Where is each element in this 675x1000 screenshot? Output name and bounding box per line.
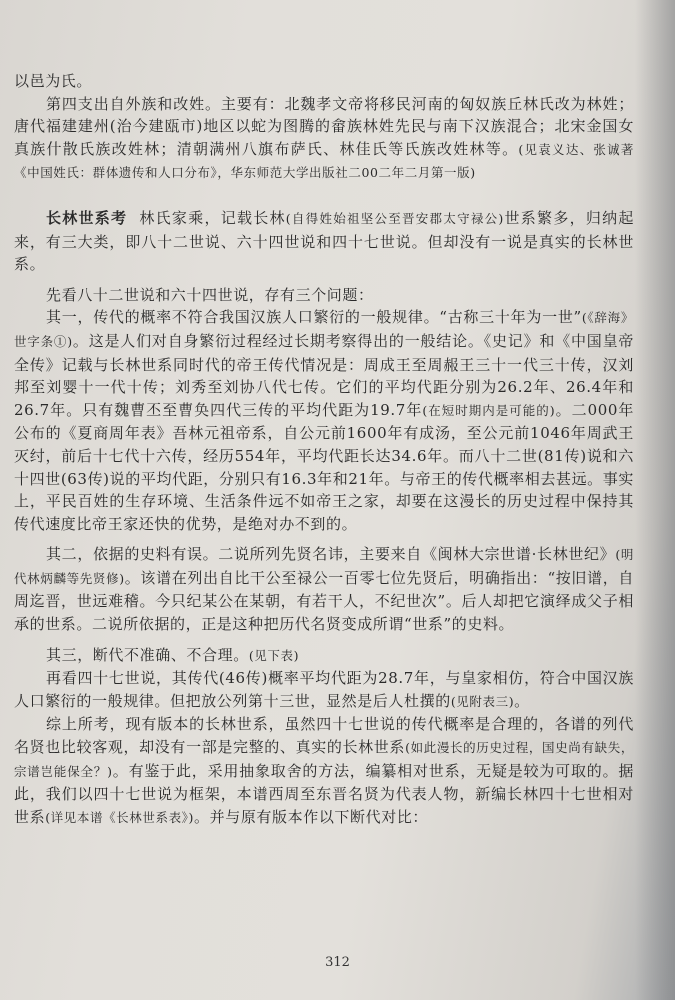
paragraph-item-three: 其三，断代不准确、不合理。(见下表) <box>46 645 300 664</box>
paragraph-conclusion: 综上所考，现有版本的长林世系，虽然四十七世说的传代概率是合理的，各谱的列代名贤也比较客观，却没有一部是完整的、真实的长林世系(如此漫长的历史过程，国史尚有缺失，宗谱岂能保全？)。有鉴于此，采用抽象取舍的方法，编纂相对世系，无疑是较为可取的。据此，我们以四十七世说为框架，本谱西周至东晋名贤为代表人物，新编长林四十七世相对世系(详见本谱《长林世系表》)。并与原有版本作以下断代对比： <box>14 715 634 826</box>
paragraph-continued: 以邑为氏。 <box>14 72 93 90</box>
paragraph-item-two: 其二，依据的史料有误。二说所列先贤名讳，主要来自《闽林大宗世谱·长林世纪》(明代林炳麟等先贤修)。该谱在列出自比干公至禄公一百零七位先贤后，明确指出：“按旧谱，自周迄晋，世远难稽。今只纪某公在某朝，有若干人，不纪世次”。后人却把它演绎成父子相承的世系。二说所依据的，正是这种把历代名贤变成所谓“世系”的史料。 <box>14 545 635 634</box>
paragraph-item-one: 其一，传代的概率不符合我国汉族人口繁衍的一般规律。“古称三十年为一世”(《辞海》世字条①)。这是人们对自身繁衍过程经过长期考察得出的一般结论。《史记》和《中国皇帝全传》记载与长林世系同时代的帝王传代情况是：周成王至周赧王三十一代三十传，汉刘邦至刘婴十一代十传；刘秀至刘协八代七传。它们的平均代距分别为26.2年、26.4年和26.7年。只有魏曹丕至曹奂四代三传的平均代距为19.7年(在短时期内是可能的)。二000年公布的《夏商周年表》吾林元祖帝系，自公元前1600年有成汤，至公元前1046年周武王灭纣，前后十七代十六传，经历554年，平均代距长达34.6年。而八十二世(81传)说和六十四世(63传)说的平均代距，分别只有16.3年和21年。与帝王的传代概率相去甚远。事实上，平民百姓的生存环境、生活条件远不如帝王之家，却要在这漫长的历史过程中保持其传代速度比帝王家还快的优势，是绝对办不到的。 <box>14 308 634 533</box>
paragraph-forty-seven: 再看四十七世说，其传代(46传)概率平均代距为28.7年，与皇家相仿，符合中国汉族人口繁衍的一般规律。但把放公列第十三世，显然是后人杜撰的(见附表三)。 <box>14 669 634 710</box>
page-number: 312 <box>325 955 350 970</box>
section-title: 长林世系考 <box>46 208 128 227</box>
body-text <box>14 70 634 829</box>
paragraph-problems: 先看八十二世说和六十四世说，存有三个问题： <box>46 285 374 304</box>
paragraph-fourth-branch: 第四支出自外族和改姓。主要有：北魏孝文帝将移民河南的匈奴族丘林氏改为林姓；唐代福建建州(治今建瓯市)地区以蛇为图腾的畲族林姓先民与南下汉族混合；北宋金国女真族什散氏族改姓林；清朝满州八旗布萨氏、林佳氏等氏族改姓林等。(见袁义达、张诚著《中国姓氏：群体遗传和人口分布》，华东师范大学出版社二00二年二月第一版) <box>14 94 634 181</box>
paragraph-section-intro: 长林世系考 林氏家乘，记载长林(自得姓始祖坚公至晋安郡太守禄公)世系繁多，归纳起来，有三大类，即八十二世说、六十四世说和四十七世说。但却没有一说是真实的长林世系。 <box>14 208 634 274</box>
page-edge-shadow <box>635 0 675 1000</box>
